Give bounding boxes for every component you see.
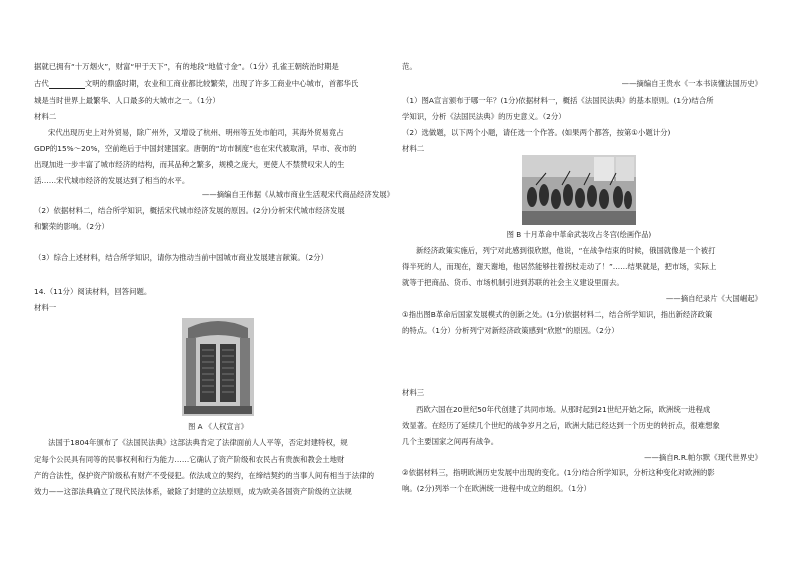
question-line: （2）依据材料二，结合所学知识，概括宋代城市经济发展的原因。(2分)分析宋代城市经济发展 [34, 206, 345, 215]
text-line: 法国于1804年颁布了《法国民法典》这部法典肯定了法律面前人人平等，否定封建特权，规 [48, 438, 348, 447]
fill-in-line [34, 79, 394, 89]
question-line: 的特点。（1分）分析列宁对新经济政策感到“欣慰”的原因。（2分） [402, 326, 619, 335]
text-line: GDP的15%～20%，空前绝后于中国封建国家。唐朝的“坊市制度”也在宋代被取消，早市、夜市的 [34, 144, 357, 153]
figure-a-caption: 图 A 《人权宣言》 [188, 422, 248, 431]
source-citation: ——摘编自王贵水《一本书读懂法国历史》 [621, 79, 762, 88]
text-line: 据就已拥有“十万烟火”，财富“甲于天下”，有的地段“地值寸金”。（1分）孔雀王朝统治时期是 [34, 62, 339, 71]
text-line: 几个主要国家之间再有战争。 [402, 437, 499, 446]
question-line: （1）图A宣言颁布于哪一年？(1分)依据材料一，概括《法国民法典》的基本原则。(1分)结合所 [402, 96, 714, 105]
text-line: 得半死的人，而现在，谢天谢地，他居然能够拄着拐杖走动了！”……结果就是，把市场，实际上 [402, 262, 717, 271]
text-line: 定每个公民具有同等的民事权利和行为能力……它确认了资产阶级和农民占有贵族和教会土地财 [34, 455, 345, 464]
answer-blank[interactable] [49, 80, 85, 89]
question-line: 和繁荣的影响。（2分） [34, 222, 109, 231]
text-line: 西欧六国在20世纪50年代创建了共同市场。从那时起到21世纪开始之际，欧洲统一进程成 [416, 405, 711, 414]
material-title: 材料一 [34, 303, 57, 312]
text-segment: 文明的鼎盛时期，农业和工商业都比较繁荣，出现了许多工商业中心城市，首都华氏 [84, 79, 359, 88]
text-line: 城是当时世界上最繁华、人口最多的大城市之一。（1分） [34, 96, 220, 105]
figure-a-image [182, 318, 254, 416]
question-line: （2）选做题，以下两个小题，请任选一个作答。(如果两个都答，按第①小题计分) [402, 128, 671, 137]
question-line: （3）综合上述材料，结合所学知识，请你为推动当前中国城市商业发展建言献策。（2分） [34, 253, 328, 262]
text-line: 效力——这部法典确立了现代民法体系，破除了封建的立法原则，成为欧美各国资产阶级的立法规 [34, 487, 352, 496]
material-title: 材料二 [402, 144, 425, 153]
text-line: 活……宋代城市经济的发展达到了相当的水平。 [34, 176, 190, 185]
question-line: ①指出图B革命后国家发展模式的创新之处。(1分)依据材料二，结合所学知识，指出新经济政策 [402, 310, 713, 319]
text-line: 出现加进一步丰富了城市经济的结构，而其品种之繁多，规模之庞大，更使人不禁赞叹宋人的生 [34, 160, 345, 169]
winter-palace-painting [522, 155, 636, 225]
material-title: 材料二 [34, 112, 57, 121]
text-line: 新经济政策实施后，列宁对此感到很欣慰，他说，“在战争结束的时候，俄国就像是一个被打 [416, 246, 716, 255]
declaration-illustration [182, 318, 254, 416]
text-line: 就等于把商品、货币、市场机制引进到苏联的社会主义建设里面去。 [402, 278, 624, 287]
text-segment: 古代 [34, 79, 49, 88]
text-line: 产的合法性，保护资产阶级私有财产不受侵犯。依法成立的契约，在缔结契约的当事人间有相当于法律的 [34, 471, 374, 480]
question-heading: 14.（11分）阅读材料，回答问题。 [34, 287, 152, 296]
source-citation: ——摘自纪录片《大国崛起》 [665, 294, 762, 303]
figure-b-image [522, 155, 636, 225]
question-line: 学知识，分析《法国民法典》的历史意义。（2分） [402, 112, 566, 121]
question-line: 响。(2分)列举一个在欧洲统一进程中成立的组织。（1分） [402, 484, 591, 493]
question-line: ②依据材料三，指明欧洲历史发展中出现的变化。(1分)结合所学知识，分析这种变化对欧洲的影 [402, 468, 715, 477]
figure-b-caption: 图 B 十月革命中革命武装攻占冬宫(绘画作品) [506, 230, 652, 239]
text-line: 效显著。在经历了延续几个世纪的战争岁月之后，欧洲大陆已经达到一个历史的转折点，很难想象 [402, 421, 720, 430]
source-citation: ——摘编自王伟据《从城市商业生活观宋代商品经济发展》 [201, 190, 394, 199]
material-title: 材料三 [402, 388, 425, 397]
text-line: 范。 [402, 62, 417, 71]
text-line: 宋代出现历史上对外贸易，除广州外，又增设了杭州、明州等五处市舶司，其海外贸易竟占 [48, 128, 344, 137]
source-citation: ——摘自R.R.帕尔默《现代世界史》 [644, 453, 762, 462]
